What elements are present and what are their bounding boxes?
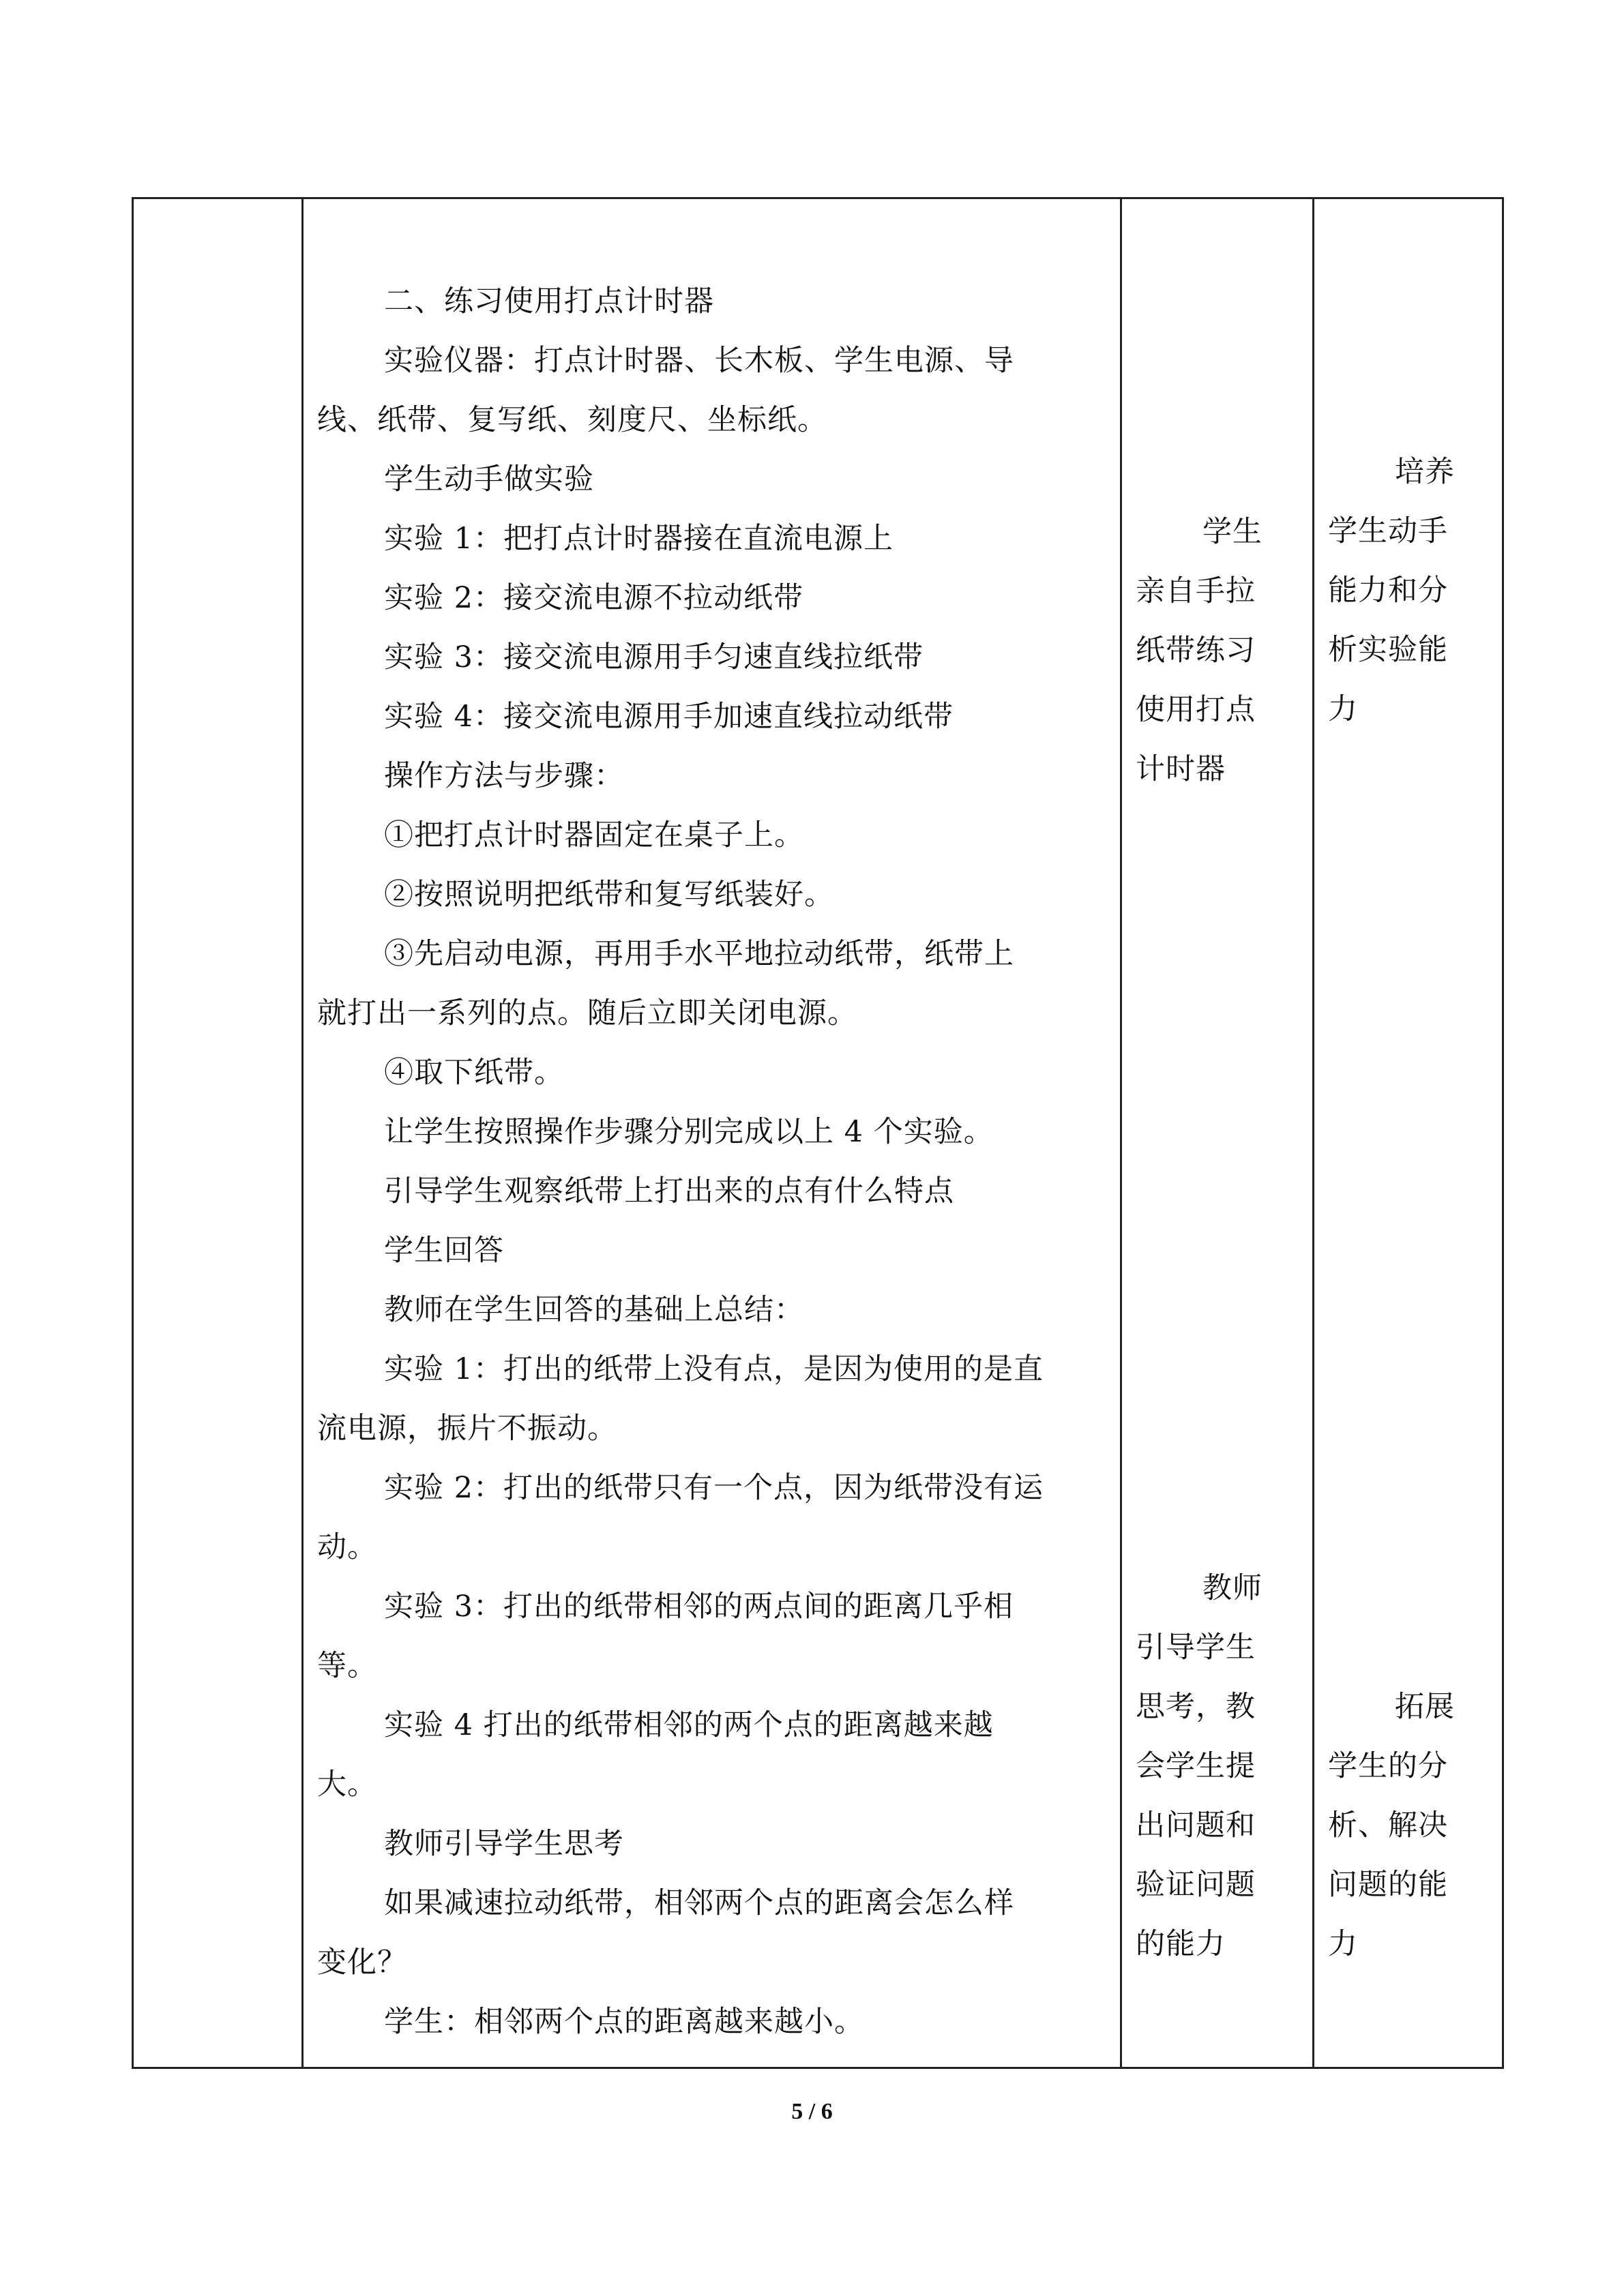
text-line: 教师在学生回答的基础上总结： [384, 1293, 804, 1327]
note-line: 能力和分 [1328, 573, 1448, 608]
text-line: 实验 1：打出的纸带上没有点，是因为使用的是直 [384, 1352, 1044, 1386]
section-heading: 二、练习使用打点计时器 [384, 284, 714, 318]
note-line: 拓展 [1395, 1690, 1455, 1724]
text-line: 实验 4：接交流电源用手加速直线拉动纸带 [384, 700, 954, 734]
text-line: 实验仪器：打点计时器、长木板、学生电源、导 [384, 344, 1014, 378]
text-line: 流电源，振片不振动。 [317, 1412, 617, 1446]
note-line: 学生的分 [1328, 1749, 1448, 1783]
note-line: 会学生提 [1136, 1749, 1256, 1783]
text-line: 引导学生观察纸带上打出来的点有什么特点 [384, 1174, 954, 1208]
note-line: 培养 [1395, 455, 1455, 489]
table-row [133, 198, 1503, 2068]
note-line: 学生 [1202, 515, 1263, 549]
text-line: ④取下纸带。 [384, 1056, 564, 1090]
teacher-guidance-note [1122, 1559, 1312, 1974]
text-line: 实验 2：接交流电源不拉动纸带 [384, 581, 804, 615]
note-line: 力 [1328, 1927, 1358, 1961]
note-line: 问题的能 [1328, 1868, 1448, 1902]
text-line: ②按照说明把纸带和复写纸装好。 [384, 878, 834, 912]
note-line: 的能力 [1136, 1927, 1226, 1961]
note-line: 析、解决 [1328, 1808, 1448, 1843]
note-line: 学生动手 [1328, 514, 1448, 548]
text-line: ①把打点计时器固定在桌子上。 [384, 818, 804, 852]
text-line: 教师引导学生思考 [384, 1827, 624, 1861]
design-intent-cell [1314, 198, 1503, 2068]
text-line: 操作方法与步骤： [384, 759, 624, 793]
text-line: 实验 3：接交流电源用手匀速直线拉纸带 [384, 640, 924, 674]
text-line: 让学生按照操作步骤分别完成以上 4 个实验。 [384, 1115, 994, 1149]
text-line: ③先启动电源，再用手水平地拉动纸带，纸带上 [384, 937, 1014, 971]
lesson-plan-table [132, 197, 1504, 2069]
page-number: 5 / 6 [791, 2099, 833, 2124]
text-line: 变化？ [317, 1945, 407, 1980]
note-line: 使用打点 [1136, 693, 1256, 727]
student-activity-cell [1121, 198, 1314, 2068]
text-line: 实验 2：打出的纸带只有一个点，因为纸带没有运 [384, 1471, 1044, 1505]
text-line: 等。 [317, 1649, 377, 1683]
note-line: 验证问题 [1136, 1868, 1256, 1902]
note-line: 计时器 [1136, 752, 1226, 786]
text-line: 大。 [317, 1768, 377, 1802]
text-line: 实验 1：把打点计时器接在直流电源上 [384, 522, 894, 556]
empty-cell [133, 198, 303, 2068]
student-activity-note [1122, 503, 1312, 799]
text-line: 学生动手做实验 [384, 462, 594, 496]
note-line: 出问题和 [1136, 1808, 1256, 1843]
text-line: 如果减速拉动纸带，相邻两个点的距离会怎么样 [384, 1886, 1014, 1920]
design-intent-note [1314, 443, 1502, 739]
note-line: 纸带练习 [1136, 633, 1256, 668]
design-intent-note [1314, 1678, 1502, 1974]
text-line: 线、纸带、复写纸、刻度尺、坐标纸。 [317, 403, 827, 437]
text-line: 动。 [317, 1530, 377, 1564]
text-line: 就打出一系列的点。随后立即关闭电源。 [317, 996, 857, 1030]
note-line: 引导学生 [1136, 1630, 1256, 1665]
text-line: 学生回答 [384, 1234, 504, 1268]
text-line: 实验 3：打出的纸带相邻的两点间的距离几乎相 [384, 1590, 1014, 1624]
teaching-process-cell [303, 198, 1121, 2068]
note-line: 析实验能 [1328, 633, 1448, 667]
main-content [304, 199, 1120, 2052]
text-line: 实验 4 打出的纸带相邻的两个点的距离越来越 [384, 1708, 994, 1742]
text-line: 学生：相邻两个点的距离越来越小。 [384, 2005, 864, 2039]
note-line: 力 [1328, 692, 1358, 726]
note-line: 亲自手拉 [1136, 574, 1256, 608]
note-line: 教师 [1202, 1571, 1263, 1605]
note-line: 思考，教 [1136, 1690, 1256, 1724]
